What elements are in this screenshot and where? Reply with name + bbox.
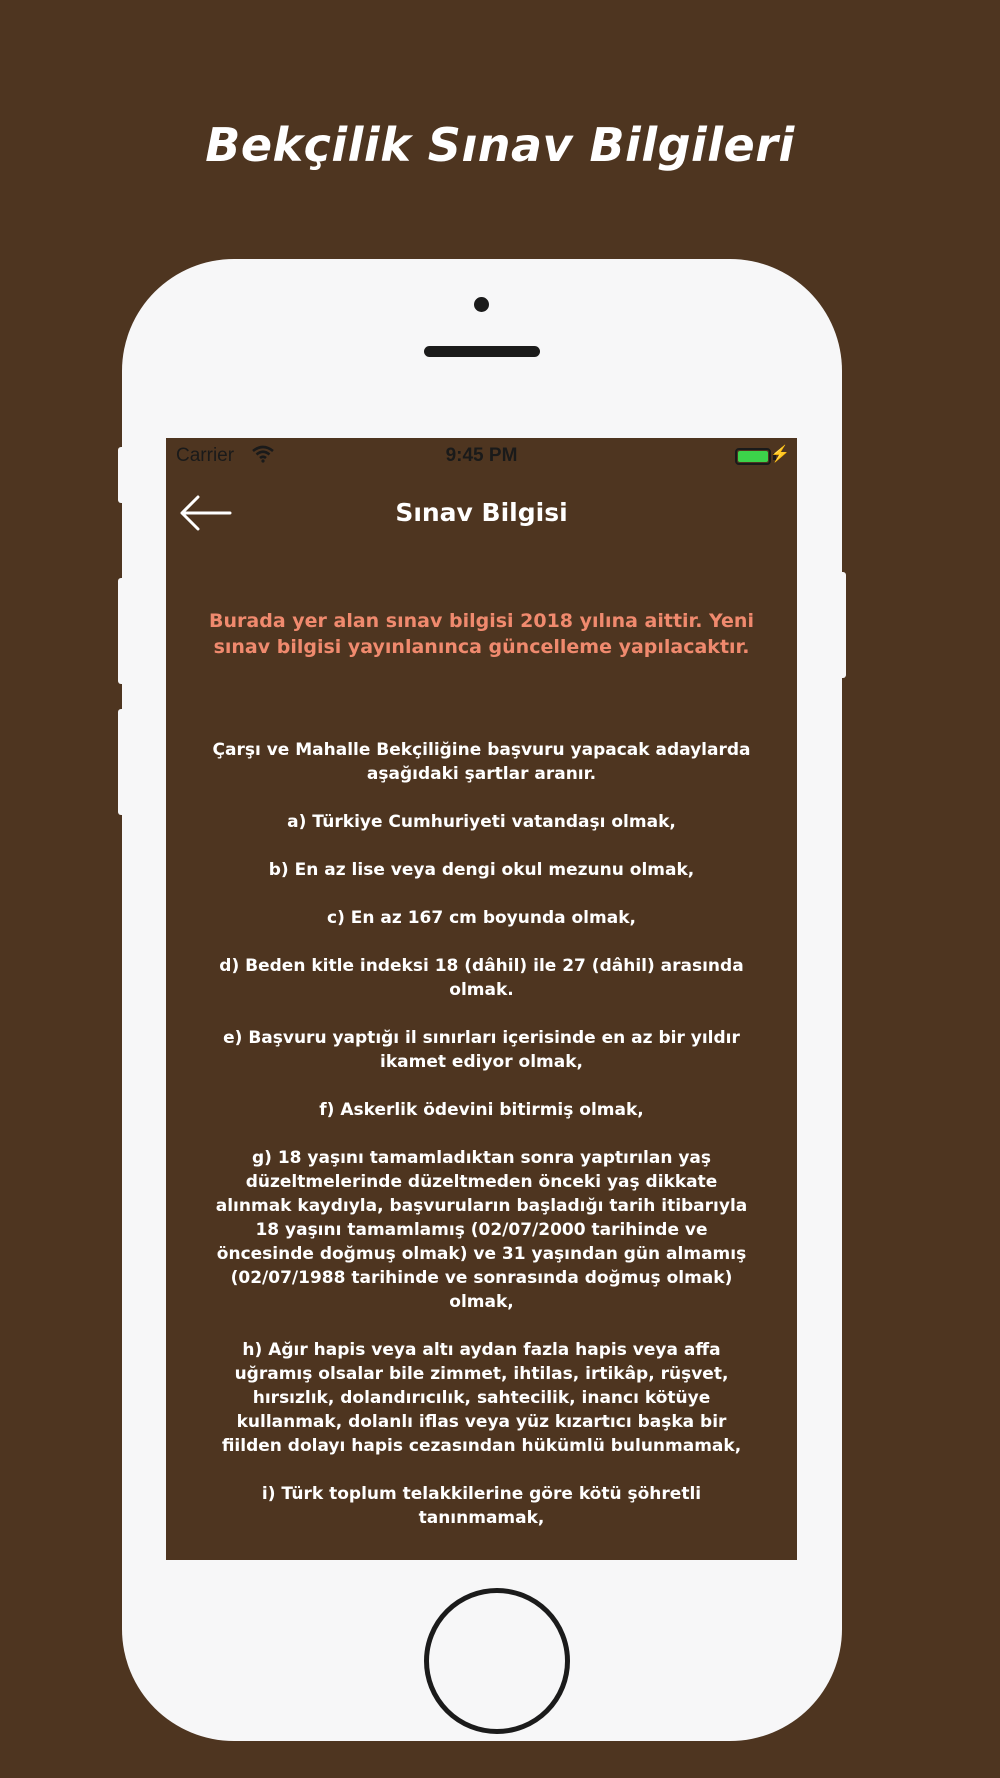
- requirement-item: h) Ağır hapis veya altı aydan fazla hapis veya affa uğramış olsalar bile zimmet, ihtilas, irtikâp, rüşvet, hırsızlık, dolandırıcılık, sahtecilik, inancı kötüye kullanmak, dolanlı iflas veya yüz kızartıcı başka bir fiilden dolayı hapis cezasından hükümlü bulunmamak,: [221, 1340, 742, 1456]
- notice-text: Burada yer alan sınav bilgisi 2018 yılına aittir. Yeni sınav bilgisi yayınlanınca güncelleme yapılacaktır.: [209, 610, 754, 658]
- requirement-item: d) Beden kitle indeksi 18 (dâhil) ile 27 (dâhil) arasında olmak.: [219, 956, 744, 1000]
- status-time: 9:45 PM: [445, 445, 518, 466]
- requirement-item: b) En az lise veya dengi okul mezunu olmak,: [268, 860, 695, 880]
- promo-title: Bekçilik Sınav Bilgileri: [205, 118, 795, 172]
- navigation-bar: [166, 488, 797, 538]
- carrier-label: Carrier: [176, 445, 235, 466]
- earpiece-speaker: [424, 346, 540, 357]
- status-bar: [166, 438, 797, 472]
- charging-bolt-icon: ⚡: [770, 446, 790, 463]
- requirement-item: c) En az 167 cm boyunda olmak,: [327, 908, 636, 928]
- requirement-item: a) Türkiye Cumhuriyeti vatandaşı olmak,: [287, 812, 676, 832]
- page-title: Sınav Bilgisi: [395, 498, 568, 527]
- front-camera: [474, 297, 489, 312]
- exam-info-content: [206, 738, 757, 1554]
- app-screen: [166, 438, 797, 1560]
- requirement-item: e) Başvuru yaptığı il sınırları içerisinde en az bir yıldır ikamet ediyor olmak,: [223, 1028, 740, 1072]
- requirement-item: g) 18 yaşını tamamladıktan sonra yaptırılan yaş düzeltmelerinde düzeltmeden önceki yaş dikkate alınmak kaydıyla, başvuruların başladığı tarih itibarıyla 18 yaşını tamamlamış (02/07/2000 tarihinde ve öncesinde doğmuş olmak) ve 31 yaşından gün almamış (02/07/1988 tarihinde ve sonrasında doğmuş olmak) olmak,: [215, 1148, 748, 1312]
- intro-paragraph: Çarşı ve Mahalle Bekçiliğine başvuru yapacak adaylarda aşağıdaki şartlar aranır.: [212, 740, 751, 784]
- requirement-item: i) Türk toplum telakkilerine göre kötü şöhretli tanınmamak,: [261, 1484, 702, 1528]
- home-button[interactable]: [424, 1588, 570, 1734]
- requirement-item: f) Askerlik ödevini bitirmiş olmak,: [319, 1100, 644, 1120]
- battery-icon: [735, 448, 771, 465]
